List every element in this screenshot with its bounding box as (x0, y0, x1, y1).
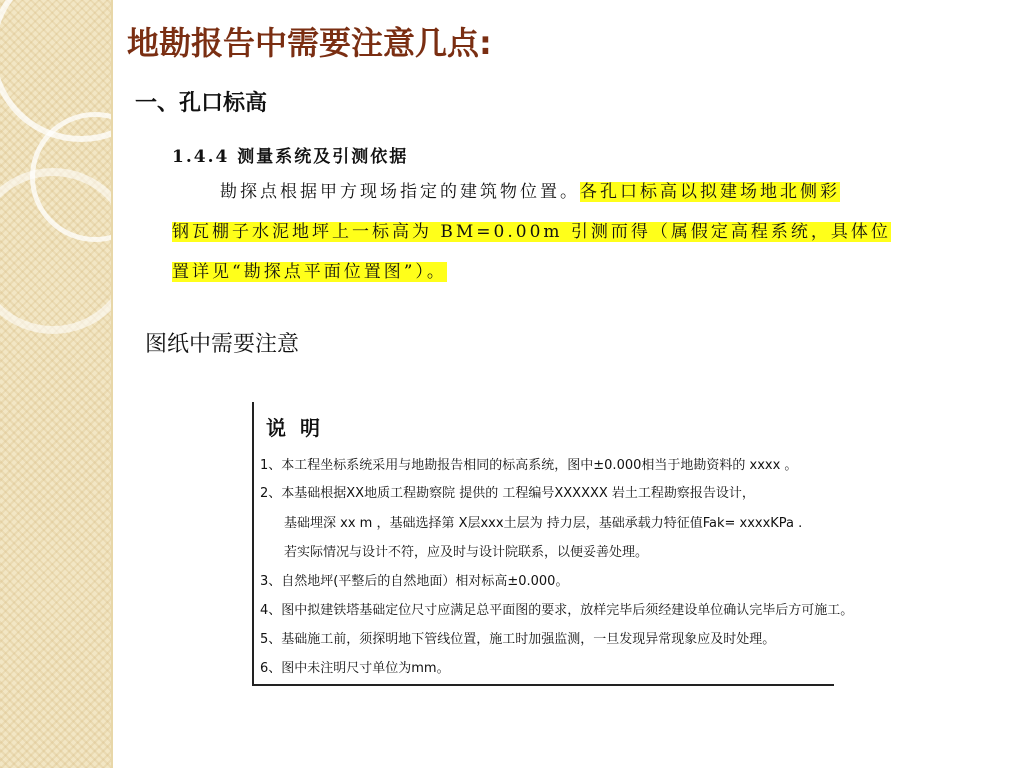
report-paragraph (172, 172, 962, 292)
decorative-side-panel (0, 0, 113, 768)
report-line-3 (172, 252, 962, 292)
report-line-1-text: 勘探点根据甲方现场指定的建筑物位置。 (220, 182, 580, 202)
report-line-1 (172, 172, 962, 212)
drawing-notes-box (252, 402, 854, 686)
report-line-2-highlight: 钢瓦棚子水泥地坪上一标高为 BM=0.00m 引测而得（属假定高程系统，具体位 (172, 222, 891, 242)
report-line-2 (172, 212, 962, 252)
report-line-1-highlight: 各孔口标高以拟建场地北侧彩 (580, 182, 840, 202)
drawing-note-item: 3、自然地坪(平整后的自然地面）相对标高±0.000。 (260, 574, 569, 589)
section-heading-borehole-elevation: 一、孔口标高 (135, 91, 268, 116)
drawing-note-item: 若实际情况与设计不符，应及时与设计院联系，以便妥善处理。 (284, 545, 649, 560)
drawing-note-item: 基础埋深 xx m ，基础选择第 X层xxx土层为 持力层，基础承载力特征值Fak= xxxxKPa . (284, 516, 803, 531)
report-line-3-highlight: 置详见“勘探点平面位置图”）。 (172, 262, 447, 282)
drawing-note-item: 2、本基础根据XX地质工程勘察院 提供的 工程编号XXXXXX 岩土工程勘察报告设计， (260, 486, 755, 501)
decorative-ring (0, 168, 113, 334)
drawing-notes-label: 图纸中需要注意 (145, 332, 300, 357)
drawing-note-item: 5、基础施工前，须探明地下管线位置，施工时加强监测，一旦发现异常现象应及时处理。 (260, 632, 776, 647)
slide-title: 地勘报告中需要注意几点: (127, 24, 492, 62)
drawing-note-item: 4、图中拟建铁塔基础定位尺寸应满足总平面图的要求，放样完毕后须经建设单位确认完毕后方可施工。 (260, 603, 854, 618)
drawing-notes-title: 说明 (266, 416, 334, 440)
drawing-note-item: 6、图中未注明尺寸单位为mm。 (260, 661, 450, 676)
side-panel-edge (111, 0, 113, 768)
drawing-note-item: 1、本工程坐标系统采用与地勘报告相同的标高系统，图中±0.000相当于地勘资料的 xxxx 。 (260, 458, 798, 473)
report-section-heading: 1.4.4 测量系统及引测依据 (172, 147, 409, 167)
report-excerpt (172, 142, 962, 292)
